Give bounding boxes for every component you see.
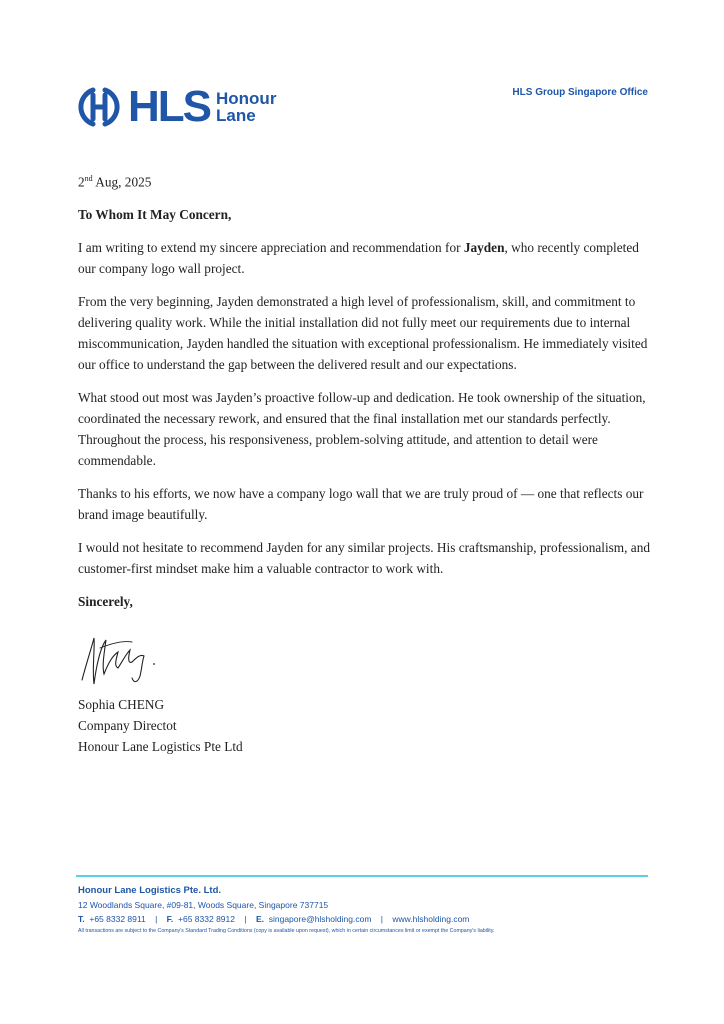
paragraph-5: I would not hesitate to recommend Jayden for any similar projects. His craftsmanship, professionalism, and customer-first mindset make him a valuable contractor to work with. xyxy=(78,540,650,577)
office-label: HLS Group Singapore Office xyxy=(512,87,648,98)
footer-terms: All transactions are subject to the Company's Standard Trading Conditions (copy is available upon request), which in certain circumstances limit or exempt the Company's liability. xyxy=(78,928,495,934)
footer-divider xyxy=(76,875,648,877)
footer-contact: T. +65 8332 8911 | F. +65 8332 8912 | E. singapore@hlsholding.com | www.hlsholding.com xyxy=(78,914,470,924)
logo-line-lane: Lane xyxy=(216,106,256,125)
letter-date: 2nd Aug, 2025 xyxy=(78,174,152,190)
paragraph-2: From the very beginning, Jayden demonstrated a high level of professionalism, skill, and commitment to delivering quality work. While the initial installation did not fully meet our requirements due to internal miscommunication, Jayden handled the situation with exceptional professionalism. He immediately visited our office to understand the gap between the delivered result and our expectations. xyxy=(78,294,648,373)
signer-name: Sophia CHENG xyxy=(78,697,165,713)
footer-company: Honour Lane Logistics Pte. Ltd. xyxy=(78,885,222,896)
paragraph-1: I am writing to extend my sincere appreciation and recommendation for Jayden, who recently completed our company logo wall project. xyxy=(78,240,639,277)
footer-email-link[interactable]: singapore@hlsholding.com xyxy=(268,914,372,924)
logo-wordmark: HLS xyxy=(128,82,210,131)
logo-line-honour: Honour xyxy=(216,89,277,108)
company-logo xyxy=(76,84,276,130)
logo-subtitle xyxy=(216,90,276,124)
signer-block xyxy=(78,694,650,757)
greeting: To Whom It May Concern, xyxy=(78,207,232,223)
footer-tel: +65 8332 8911 xyxy=(89,914,146,924)
footer-address: 12 Woodlands Square, #09-81, Woods Square, Singapore 737715 xyxy=(78,900,329,910)
signer-title: Company Directot xyxy=(78,718,177,734)
footer-fax: +65 8332 8912 xyxy=(178,914,235,924)
paragraph-3: What stood out most was Jayden’s proactive follow-up and dedication. He took ownership of the situation, coordinated the necessary rework, and ensured that the final installation met our standards perfectly. Throughout the process, his responsiveness, problem-solving attitude, and attention to detail were commendable. xyxy=(78,390,646,469)
signer-company: Honour Lane Logistics Pte Ltd xyxy=(78,739,243,755)
closing: Sincerely, xyxy=(78,594,133,610)
letter-body xyxy=(78,168,650,757)
footer-website-link[interactable]: www.hlsholding.com xyxy=(392,914,470,924)
hls-logo-icon xyxy=(76,84,122,130)
signature-image xyxy=(70,618,170,694)
footer xyxy=(78,884,494,936)
paragraph-4: Thanks to his efforts, we now have a company logo wall that we are truly proud of — one that reflects our brand image beautifully. xyxy=(78,486,644,523)
